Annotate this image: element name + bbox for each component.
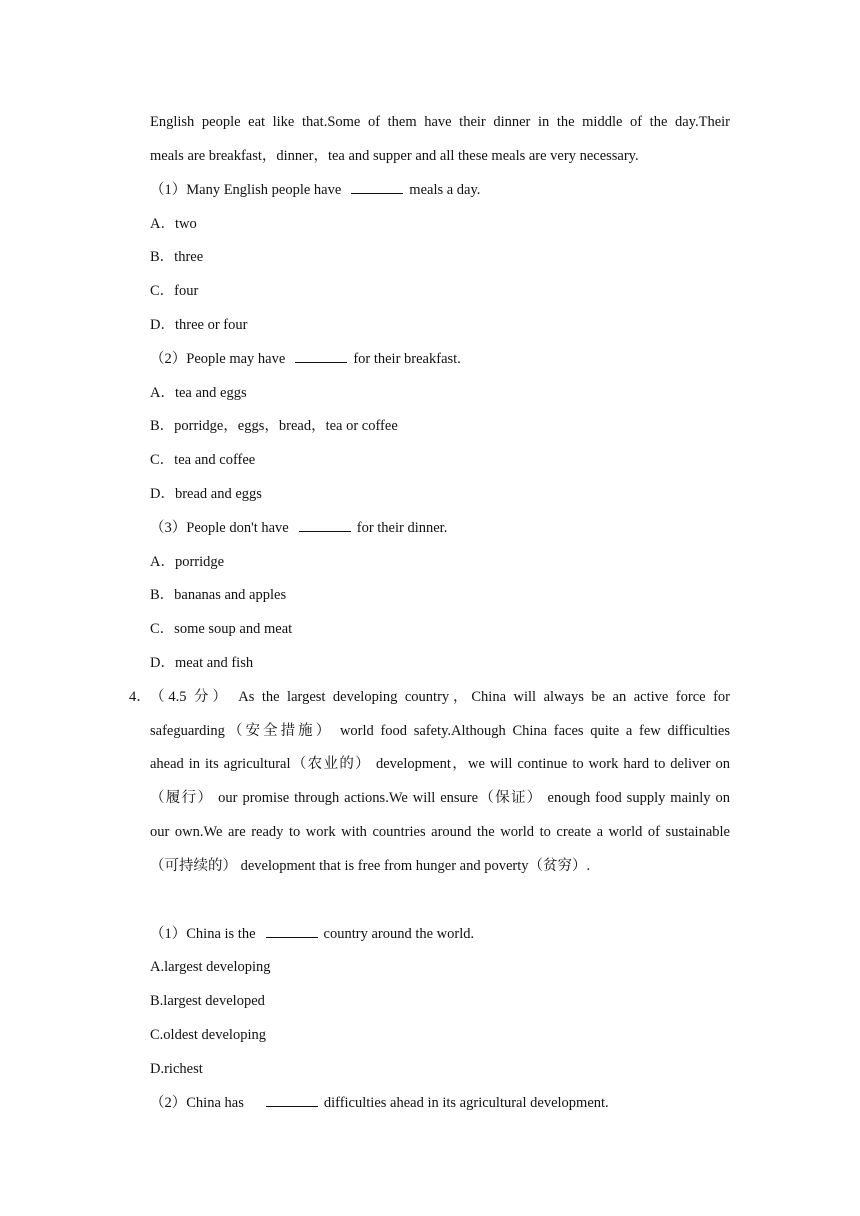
option-d: D．bread and eggs xyxy=(150,486,262,502)
option-d: D．meat and fish xyxy=(150,655,254,671)
answer-blank xyxy=(351,181,403,194)
option-a: A．two xyxy=(150,216,197,232)
question-stem xyxy=(150,1093,609,1113)
stem-text: for their dinner. xyxy=(356,520,448,536)
option-a: A．porridge xyxy=(150,554,225,570)
stem-text: difficulties ahead in its agricultural development. xyxy=(323,1095,609,1111)
answer-blank xyxy=(266,1094,318,1107)
option-a: A．tea and eggs xyxy=(150,385,247,401)
option-c: C．four xyxy=(150,283,199,299)
passage-line-2: meals are breakfast，dinner，tea and supper and all these meals are very necessary. xyxy=(150,148,639,164)
question-stem xyxy=(150,924,474,944)
question-number: 4． xyxy=(129,689,151,705)
option-b: B．porridge，eggs，bread，tea or coffee xyxy=(150,418,398,434)
stem-text: （1）China is the xyxy=(150,926,256,942)
question-stem xyxy=(150,180,480,200)
passage-line: safeguarding（安全措施） world food safety.Although China faces quite a few difficulties xyxy=(150,723,730,739)
passage-line: （4.5 分） As the largest developing country，China will always be an active force for xyxy=(150,689,730,705)
option-c: C.oldest developing xyxy=(150,1027,266,1043)
question-stem xyxy=(150,349,461,369)
answer-blank xyxy=(266,925,318,938)
option-b: B.largest developed xyxy=(150,993,265,1009)
passage-line-1: English people eat like that.Some of them have their dinner in the middle of the day.Their xyxy=(150,114,730,130)
option-c: C．some soup and meat xyxy=(150,621,293,637)
stem-text: （2）China has xyxy=(150,1095,244,1111)
question-stem xyxy=(150,518,447,538)
stem-text: country around the world. xyxy=(323,926,475,942)
option-d: D.richest xyxy=(150,1061,203,1077)
option-a: A.largest developing xyxy=(150,959,271,975)
stem-text: for their breakfast. xyxy=(353,351,461,367)
option-d: D．three or four xyxy=(150,317,248,333)
passage-line: （可持续的） development that is free from hunger and poverty（贫穷）. xyxy=(150,858,591,874)
answer-blank xyxy=(299,519,351,532)
option-b: B．three xyxy=(150,249,204,265)
passage-line: （履行） our promise through actions.We will ensure（保证） enough food supply mainly on xyxy=(150,790,730,806)
stem-text: （2）People may have xyxy=(150,351,286,367)
passage-line: ahead in its agricultural（农业的） development，we will continue to work hard to deliver on xyxy=(150,756,730,772)
stem-text: meals a day. xyxy=(409,182,481,198)
option-c: C．tea and coffee xyxy=(150,452,256,468)
answer-blank xyxy=(295,350,347,363)
option-b: B．bananas and apples xyxy=(150,587,287,603)
stem-text: （1）Many English people have xyxy=(150,182,342,198)
stem-text: （3）People don't have xyxy=(150,520,289,536)
passage-line: our own.We are ready to work with countries around the world to create a world of sustainable xyxy=(150,824,730,840)
